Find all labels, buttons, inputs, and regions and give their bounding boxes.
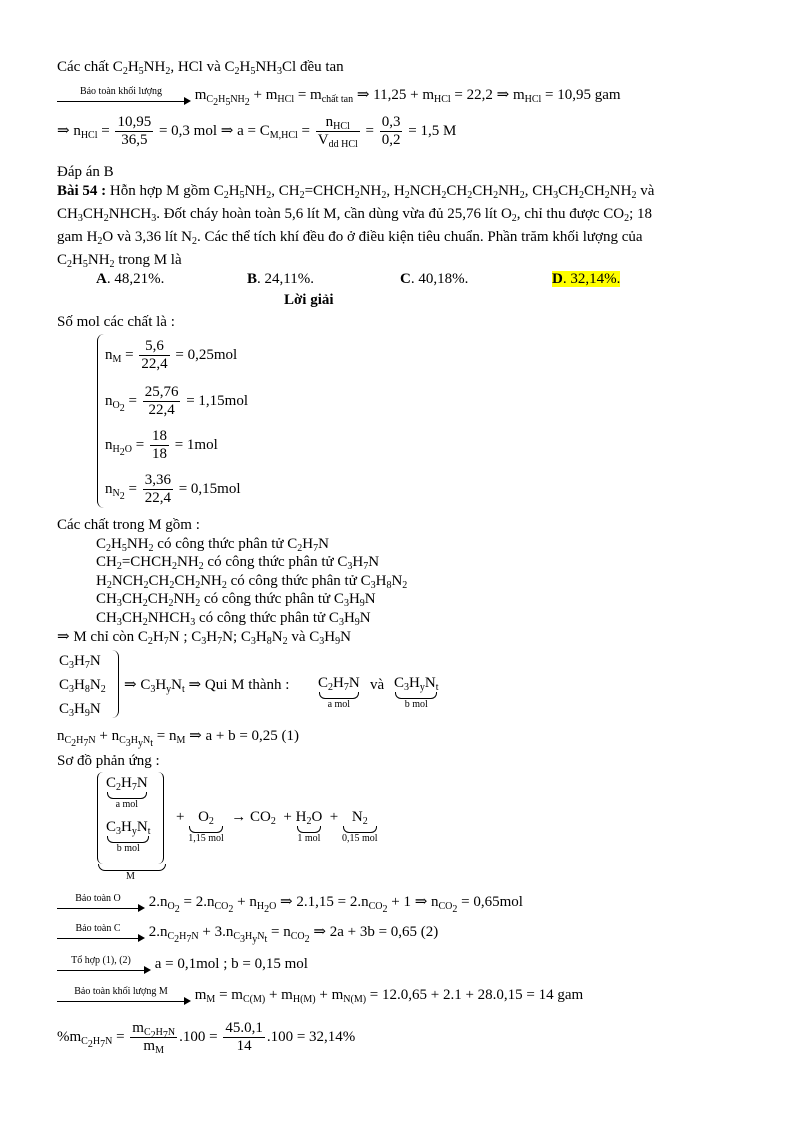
solution-title: Lời giải [284,292,334,308]
group-c3h7n: $C_3H_7N$ [59,653,101,671]
group-and: và [370,677,385,693]
remaining-line: ⇒ M chỉ còn $C_2H_7N$ ; $C_3H_7N$; $C_3H_8N_2$ và $C_3H_9N$ [57,629,351,647]
mol-intro: Số mol các chất là : [57,314,175,330]
percent-line: $\%m_{C_2H_7N}$ = $\frac{m_{C_2H_7N}}{m_M}$ .100 = $\frac{45.0,1}{14}$ .100 = 32,14% [57,1020,356,1056]
group-c3h9n: $C_3H_9N$ [59,701,101,719]
components-intro: Các chất trong M gồm : [57,517,200,533]
component-5: $CH_3CH_2NHCH_3$ có công thức phân tử $C_3H_9N$ [96,610,371,628]
problem-line-4: $C_2H_5NH_2$ trong M là [57,252,182,270]
mass-conservation-line: Bảo toàn khối lượng $m_{C_2H_5NH_2} + m_{HCl} = m_{chất tan}$ ⇒ $11,25 + m_{HCl} = 22,2$ ⇒ $m_{HCl} = 10,95$ gam [57,86,621,104]
component-1: $C_2H_5NH_2$ có công thức phân tử $C_2H_7N$ [96,536,329,554]
intro-line: Các chất $C_2H_5NH_2$, HCl và $C_2H_5NH_3Cl$ đều tan [57,59,344,77]
scheme-title: Sơ đồ phản ứng : [57,753,160,769]
component-3: $H_2NCH_2CH_2CH_2NH_2$ có công thức phân tử $C_3H_8N_2$ [96,573,408,591]
combination-line: Tổ hợp (1), (2) a = 0,1mol ; b = 0,15 mol [57,955,308,973]
scheme-brace-right [158,772,164,864]
arrow-label: Bảo toàn khối lượng [79,86,163,98]
equation-1: $n_{C_2H_7N} + n_{C_3H_yN_t} = n_M$ ⇒ a + b = 0,25 (1) [57,728,300,749]
option-c: C. 40,18%. [400,271,469,287]
group-c3h8n2: $C_3H_8N_2$ [59,677,106,695]
component-2: $CH_2=CHCH_2NH_2$ có công thức phân tử $C_3H_7N$ [96,554,380,572]
problem-line-3: gam $H_2O$ và 3,36 lít $N_2$. Các thể tích khí đều đo ở điều kiện tiêu chuẩn. Phần trăm khối lượng của [57,229,643,247]
scheme-brace-left [97,772,103,864]
mol-o2: $n_{O_2}$ = $\frac{25,76}{22,4}$ = 1,15mol [105,384,248,418]
component-4: $CH_3CH_2CH_2NH_2$ có công thức phân tử $C_3H_9N$ [96,591,376,609]
scheme-m-label: M [126,871,135,882]
group-c3hynt: $C_3H_yN_t$ b mol [394,675,439,710]
conservation-c-line: Bảo toàn C $2.n_{C_2H_7N} + 3.n_{C_3H_yN_t} = n_{CO_2}$ ⇒ 2a + 3b = 0,65 (2) [57,923,438,941]
mol-m: $n_M$ = $\frac{5,6}{22,4}$ = 0,25mol [105,338,238,372]
mol-h2o: $n_{H_2O}$ = $\frac{18}{18}$ = 1mol [105,428,218,462]
problem-line-2: $CH_3CH_2NHCH_3$. Đốt cháy hoàn toàn 5,6 lít M, cần dùng vừa đủ 25,76 lít $O_2$, chỉ thu được $CO_2$; 18 [57,206,653,224]
group-brace [112,650,119,718]
scheme-c2h7n: $C_2H_7N$ a mol [106,775,148,810]
mol-hcl-line: ⇒ $n_{HCl}$ = $\frac{10,95}{36,5}$ = 0,3 mol ⇒ $a = C_{M,HCl}$ = $\frac{n_{HCl}}{V_{dd HCl}}$ = $\frac{0,3}{0,2}$ = 1,5 M [57,114,457,150]
scheme-reaction: + $O_2$ 1,15 mol → $CO_2$ + $H_2O$ 1 mol + $N_2$ 0,15 mol [176,809,378,844]
option-b: B. 24,11%. [247,271,314,287]
mass-m-line: Bảo toàn khối lượng M $m_M = m_{C(M)} + m_{H(M)} + m_{N(M)} = 12.0,65 + 2.1 + 28.0,15 = 14$ gam [57,986,583,1004]
system-brace [97,334,104,508]
option-d: D. 32,14%. [552,271,621,287]
scheme-c3hynt: $C_3H_yN_t$ b mol [106,819,151,854]
prev-answer: Đáp án B [57,164,114,180]
conservation-o-line: Bảo toàn O $2.n_{O_2} = 2.n_{CO_2} + n_{H_2O}$ ⇒ $2.1,15 = 2.n_{CO_2} + 1$ ⇒ $n_{CO_2} = 0,65mol$ [57,893,523,911]
mol-n2: $n_{N_2}$ = $\frac{3,36}{22,4}$ = 0,15mol [105,472,241,506]
problem-line-1: Bài 54 : Hỗn hợp M gồm $C_2H_5NH_2$, $CH_2=CHCH_2NH_2$, $H_2NCH_2CH_2CH_2NH_2$, $CH_3CH_2CH_2NH_2$ và [57,183,655,201]
option-a: A. 48,21%. [96,271,165,287]
group-c2h7n: $C_2H_7N$ a mol [318,675,360,710]
group-result: ⇒ $C_3H_yN_t$ ⇒ Qui M thành : [124,677,290,695]
problem-label: Bài 54 : [57,183,107,199]
